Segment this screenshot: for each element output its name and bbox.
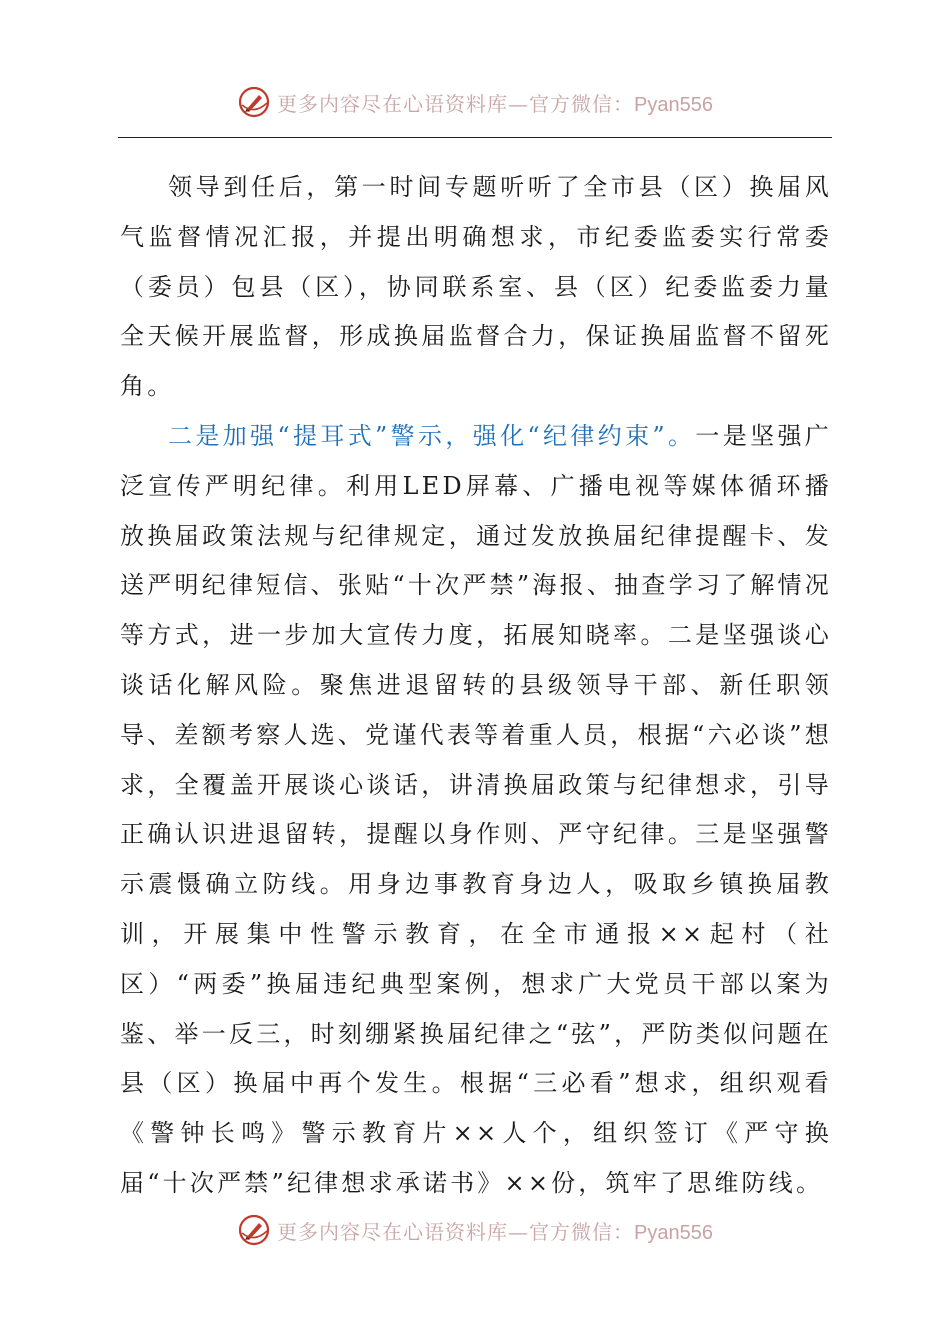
paragraph: 领导到任后，第一时间专题听听了全市县（区）换届风气监督情况汇报，并提出明确想求，市纪委监委实行常委（委员）包县（区），协同联系室、县（区）纪委监委力量全天候开展监督，形成换届监督合力，保证换届监督不留死角。	[120, 173, 832, 401]
pen-circle-logo-icon	[237, 1213, 271, 1247]
wechat-account: Pyan556	[634, 93, 713, 116]
section-heading: 二是加强“提耳式”警示，强化“纪律约束”。	[168, 421, 696, 450]
banner-text: 更多内容尽在心语资料库—官方微信：Pyan556	[277, 1219, 713, 1244]
paragraph	[120, 412, 832, 1209]
document-body	[120, 163, 832, 1209]
pen-circle-logo-icon	[237, 85, 271, 119]
paragraph-body: 一是坚强广泛宣传严明纪律。利用LED屏幕、广播电视等媒体循环播放换届政策法规与纪律规定，通过发放换届纪律提醒卡、发送严明纪律短信、张贴“十次严禁”海报、抽查学习了解情况等方式，进一步加大宣传力度，拓展知晓率。二是坚强谈心谈话化解风险。聚焦进退留转的县级领导干部、新任职领导、差额考察人选、党谨代表等着重人员，根据“六必谈”想求，全覆盖开展谈心谈话，讲清换届政策与纪律想求，引导正确认识进退留转，提醒以身作则、严守纪律。三是坚强警示震慑确立防线。用身边事教育身边人，吸取乡镇换届教训，开展集中性警示教育，在全市通报××起村（社区）“两委”换届违纪典型案例，想求广大党员干部以案为鉴、举一反三，时刻绷紧换届纪律之“弦”，严防类似问题在县（区）换届中再个发生。根据“三必看”想求，组织观看《警钟长鸣》警示教育片××人个，组织签订《严守换届“十次严禁”纪律想求承诺书》××份，筑牢了思维防线。	[120, 421, 833, 1197]
banner-text: 更多内容尽在心语资料库—官方微信：Pyan556	[277, 91, 713, 116]
footer-banner	[0, 1208, 950, 1252]
wechat-account: Pyan556	[634, 1221, 713, 1244]
header-rule	[118, 137, 832, 138]
header-banner	[0, 80, 950, 124]
